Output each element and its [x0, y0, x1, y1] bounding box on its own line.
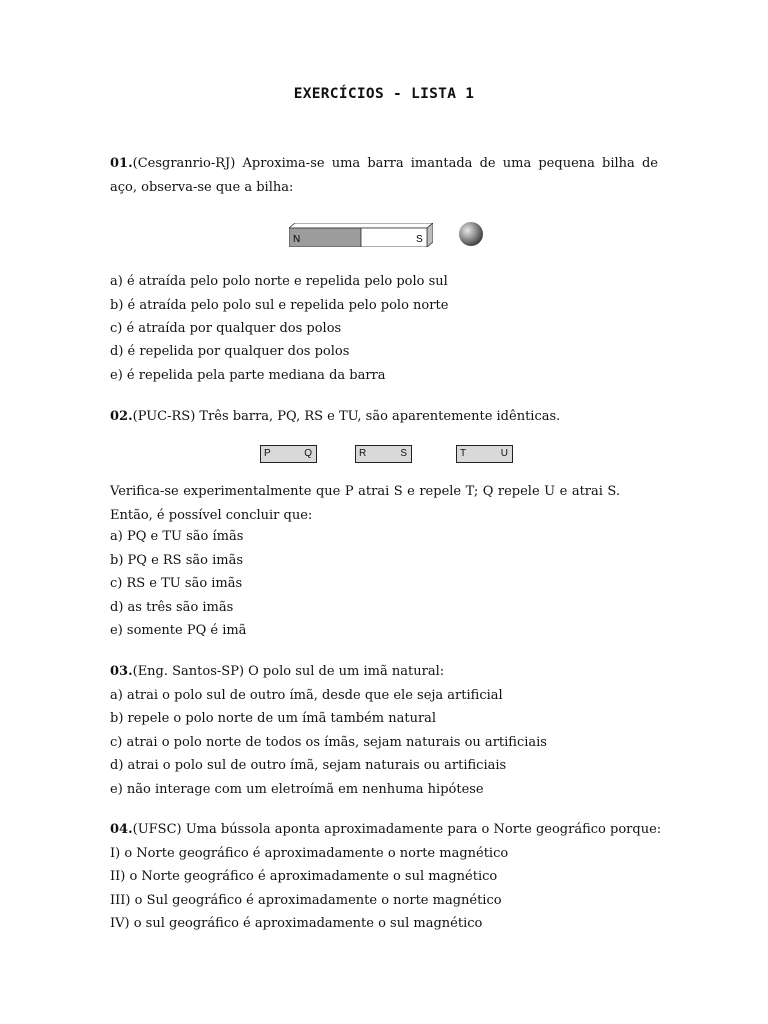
magnet-south-label: S [416, 234, 423, 245]
q3-option-b: b) repele o polo norte de um ímã também natural [110, 711, 437, 726]
bar-pq-right-label: Q [304, 448, 312, 459]
q2-option-d: d) as três são imãs [110, 600, 234, 615]
q4-item-4: IV) o sul geográfico é aproximadamente o sul magnético [110, 916, 483, 931]
question-2-statement: Verifica-se experimentalmente que P atrai S e repele T; Q repele U e atrai S. Então, é possível concluir que: [110, 484, 620, 523]
question-4-number: 04. [110, 822, 133, 837]
q1-option-c: c) é atraída por qualquer dos polos [110, 321, 342, 336]
question-3-text: (Eng. Santos-SP) O polo sul de um imã natural: [132, 664, 445, 679]
bar-pq-left-label: P [264, 448, 271, 459]
q3-option-c: c) atrai o polo norte de todos os ímãs, sejam naturais ou artificiais [110, 735, 547, 750]
question-2-number: 02. [110, 409, 133, 424]
question-1-text: (Cesgranrio-RJ) Aproxima-se uma barra imantada de uma pequena bilha de aço, observa-se que a bilha: [110, 156, 658, 195]
question-4-text: (UFSC) Uma bússola aponta aproximadamente para o Norte geográfico porque: [132, 822, 662, 837]
magnet-north-label: N [293, 234, 301, 245]
question-3-number: 03. [110, 664, 133, 679]
bar-tu-left-label: T [460, 448, 467, 459]
q2-option-e: e) somente PQ é imã [110, 623, 247, 638]
q4-item-3: III) o Sul geográfico é aproximadamente o norte magnético [110, 893, 502, 908]
question-4-stem [110, 820, 670, 840]
steel-ball-figure [459, 222, 483, 246]
page-title: EXERCÍCIOS - LISTA 1 [293, 86, 475, 102]
q1-option-e: e) é repelida pela parte mediana da barra [110, 368, 386, 383]
q1-option-a: a) é atraída pelo polo norte e repelida pelo polo sul [110, 274, 448, 289]
q1-option-b: b) é atraída pelo polo sul e repelida pelo polo norte [110, 298, 449, 313]
question-1-stem [110, 152, 658, 200]
q4-item-2: II) o Norte geográfico é aproximadamente o sul magnético [110, 869, 498, 884]
bar-magnet-figure [289, 223, 433, 247]
bar-pq [260, 445, 317, 463]
q3-option-a: a) atrai o polo sul de outro ímã, desde que ele seja artificial [110, 688, 503, 703]
bar-rs-left-label: R [359, 448, 367, 459]
bar-tu-right-label: U [500, 448, 508, 459]
bar-rs-right-label: S [400, 448, 407, 459]
q2-option-b: b) PQ e RS são imãs [110, 553, 244, 568]
q4-item-1: I) o Norte geográfico é aproximadamente o norte magnético [110, 846, 509, 861]
question-1-number: 01. [110, 156, 133, 171]
question-2-stem [110, 407, 670, 427]
bar-tu [456, 445, 513, 463]
q2-option-c: c) RS e TU são imãs [110, 576, 243, 591]
q1-option-d: d) é repelida por qualquer dos polos [110, 344, 350, 359]
q2-option-a: a) PQ e TU são ímãs [110, 529, 244, 544]
q3-option-d: d) atrai o polo sul de outro ímã, sejam naturais ou artificiais [110, 758, 507, 773]
question-2-text: (PUC-RS) Três barra, PQ, RS e TU, são aparentemente idênticas. [132, 409, 561, 424]
q3-option-e: e) não interage com um eletroímã em nenhuma hipótese [110, 782, 484, 797]
question-3-stem [110, 662, 670, 682]
bar-rs [355, 445, 412, 463]
